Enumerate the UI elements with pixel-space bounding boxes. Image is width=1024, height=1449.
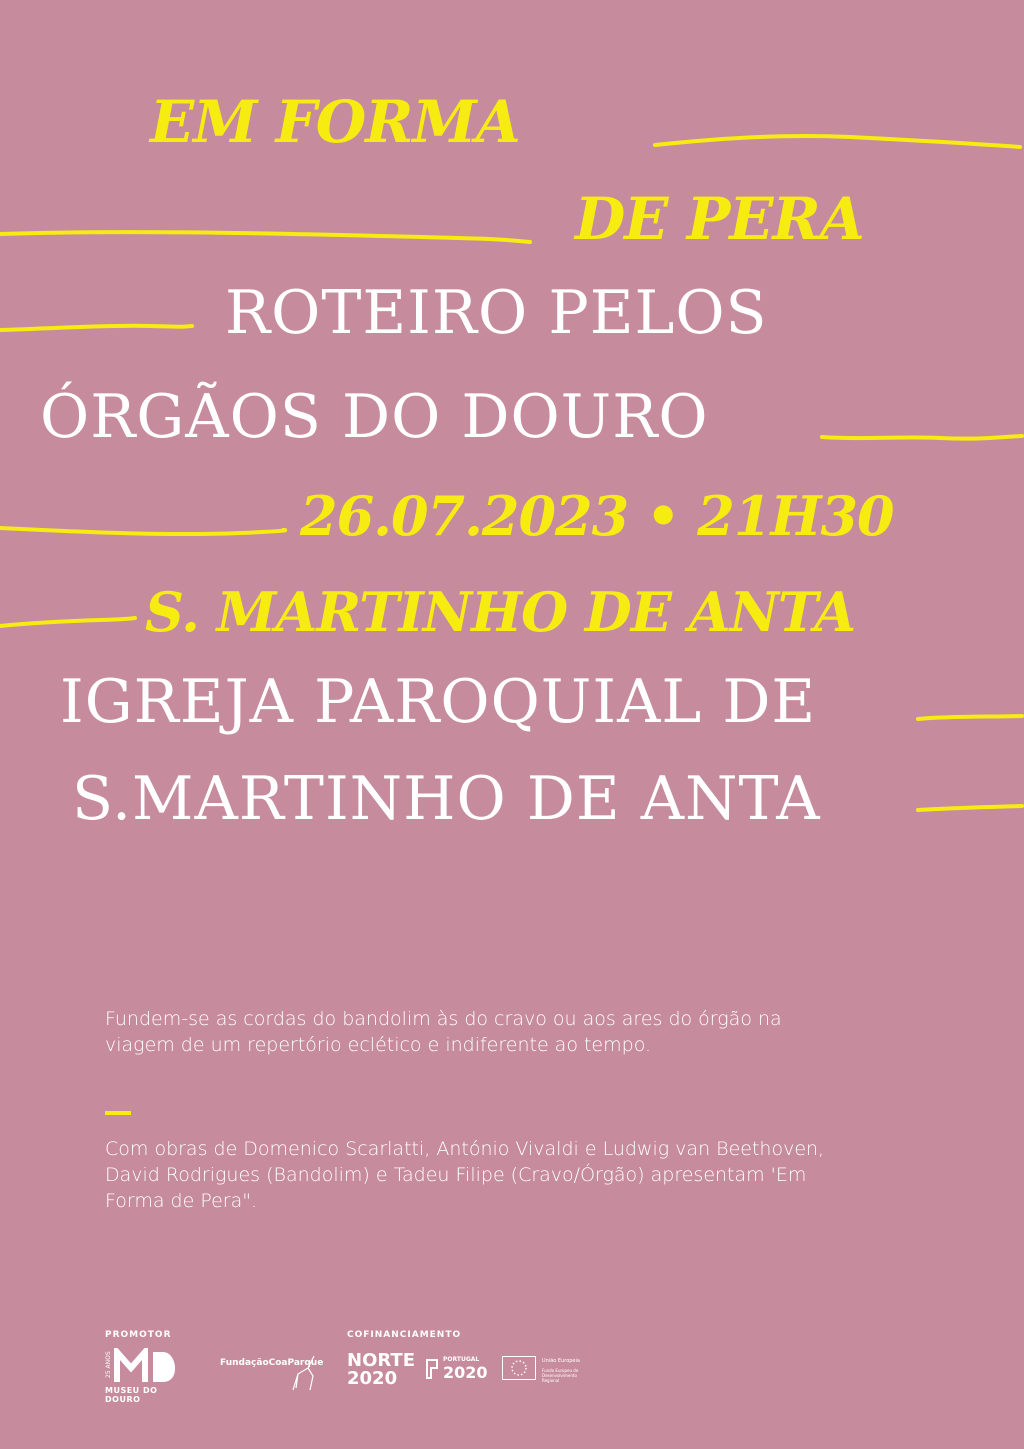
subtitle-line-1: ROTEIRO PELOS bbox=[225, 278, 768, 348]
wavy-line bbox=[655, 136, 1020, 147]
description-paragraph-1: Fundem-se as cordas do bandolim às do cravo ou aos ares do órgão na viagem de um repertório eclético e indiferente ao tempo. bbox=[105, 1008, 782, 1056]
separator-dash bbox=[105, 1111, 131, 1115]
title-line-1: EM FORMA bbox=[150, 88, 520, 156]
venue-line-1: IGREJA PAROQUIAL DE bbox=[60, 667, 817, 737]
fundacao-coa-parque-logo bbox=[220, 1358, 323, 1368]
wavy-line bbox=[822, 436, 1022, 439]
portugal-2020-logo bbox=[425, 1356, 495, 1386]
fundacao-text: FundaçãoCoaParque bbox=[220, 1358, 324, 1368]
event-datetime: 26.07.2023 • 21H30 bbox=[300, 484, 894, 548]
wavy-line bbox=[0, 528, 285, 534]
museu-anos-text: 25 ANOS bbox=[105, 1351, 112, 1378]
wavy-line bbox=[0, 232, 530, 242]
wavy-line bbox=[0, 326, 192, 330]
portugal-mark-icon bbox=[425, 1358, 439, 1380]
description-paragraph-2: Com obras de Domenico Scarlatti, António Vivaldi e Ludwig van Beethoven, David Rodrigues (Bandolim) e Tadeu Filipe (Cravo/Órgão) apresentam 'Em Forma de Pera". bbox=[105, 1138, 825, 1212]
promotor-label: PROMOTOR bbox=[105, 1330, 172, 1340]
wavy-line bbox=[0, 618, 135, 626]
portugal-year-text: 2020 bbox=[443, 1363, 488, 1382]
portugal-text: PORTUGAL bbox=[443, 1356, 480, 1363]
wavy-line bbox=[918, 806, 1022, 810]
title-line-2: DE PERA bbox=[575, 185, 864, 253]
wavy-line bbox=[918, 716, 1022, 719]
norte-year-text: 2020 bbox=[347, 1368, 398, 1389]
museu-name-text: MUSEU DO DOURO bbox=[105, 1386, 158, 1404]
museu-douro-logo bbox=[105, 1348, 185, 1404]
eu-text: União Europeia bbox=[542, 1358, 580, 1364]
event-place: S. MARTINHO DE ANTA bbox=[145, 580, 856, 644]
museu-douro-mark-icon bbox=[105, 1348, 183, 1384]
cofinanciamento-label: COFINANCIAMENTO bbox=[347, 1330, 462, 1340]
eu-flag-icon bbox=[502, 1356, 536, 1380]
eu-logo bbox=[502, 1356, 592, 1386]
eu-fund-text: Fundo Europeu de Desenvolvimento Regional bbox=[542, 1368, 579, 1383]
norte-text: NORTE bbox=[347, 1350, 415, 1371]
venue-line-2: S.MARTINHO DE ANTA bbox=[72, 764, 821, 834]
norte-2020-logo bbox=[347, 1352, 413, 1388]
subtitle-line-2: ÓRGÃOS DO DOURO bbox=[40, 382, 709, 452]
goat-engraving-icon bbox=[288, 1354, 318, 1394]
